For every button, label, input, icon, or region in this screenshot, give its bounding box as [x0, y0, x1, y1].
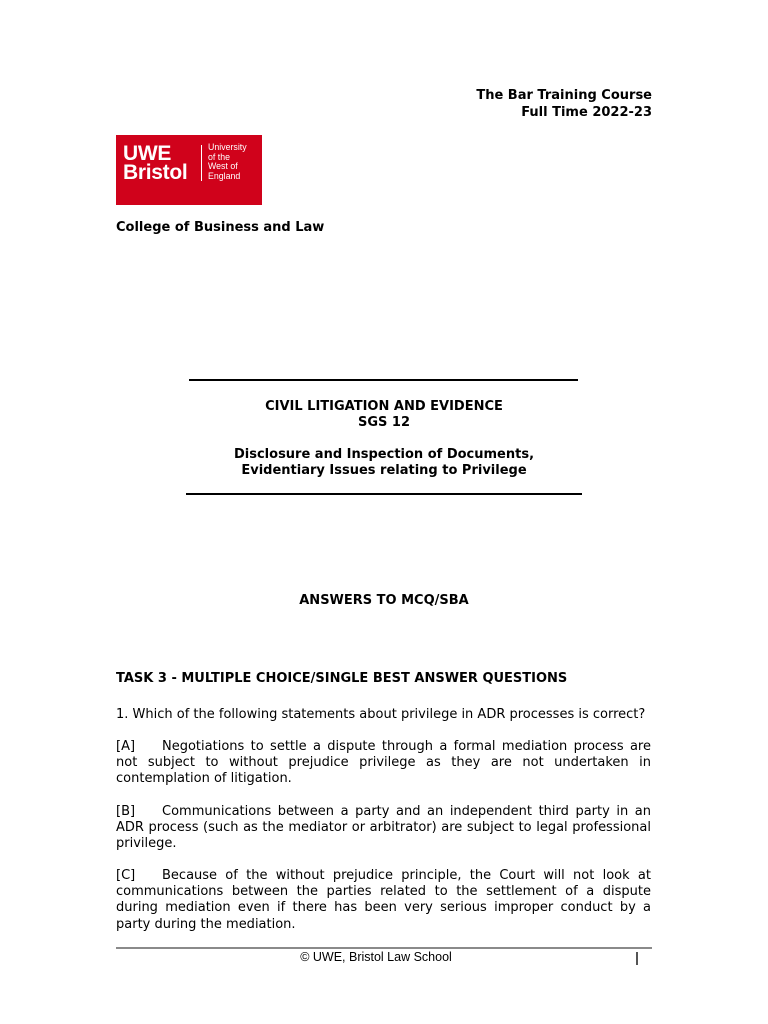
option-c-text: Because of the without prejudice principle, the Court will not look at communications between the parties related to the settlement of a dispute during mediation even if there has been very serious improper conduct by a party during the mediation. [116, 868, 651, 932]
option-b [116, 804, 651, 853]
option-b-label: [B] [116, 804, 136, 819]
course-year: Full Time 2022-23 [521, 104, 652, 120]
title-rule-bottom [186, 493, 582, 495]
topic-line-2: Evidentiary Issues relating to Privilege [241, 463, 527, 478]
session-number: SGS 12 [357, 415, 410, 430]
topic-line-1: Disclosure and Inspection of Documents, [233, 447, 535, 462]
college-name: College of Business and Law [116, 220, 325, 235]
option-a [116, 739, 651, 788]
course-title: The Bar Training Course [476, 88, 652, 103]
document-title [0, 399, 768, 479]
option-c-label: [C] [116, 868, 136, 883]
footer-rule [116, 947, 652, 949]
logo-separator [201, 145, 202, 181]
logo-subtext: University of the West of England [208, 142, 247, 181]
answers-heading: ANSWERS TO MCQ/SBA [299, 593, 469, 608]
option-b-text: Communications between a party and an independent third party in an ADR process (such as the mediator or arbitrator) are subject to legal professional privilege. [116, 804, 651, 852]
module-title: CIVIL LITIGATION AND EVIDENCE [265, 399, 503, 414]
footer-copyright: © UWE, Bristol Law School [300, 950, 452, 964]
uwe-bristol-logo [116, 135, 262, 205]
course-header [476, 88, 652, 121]
question-text: 1. Which of the following statements about privilege in ADR processes is correct? [116, 707, 646, 722]
option-c [116, 868, 651, 933]
option-a-text: Negotiations to settle a dispute through a formal mediation process are not subject to without prejudice privilege as they are not undertaken in contemplation of litigation. [116, 739, 651, 787]
task-heading: TASK 3 - MULTIPLE CHOICE/SINGLE BEST ANSWER QUESTIONS [116, 671, 568, 686]
logo-wordmark: UWE Bristol [123, 142, 188, 184]
title-rule-top [189, 379, 578, 381]
option-a-label: [A] [116, 739, 136, 754]
